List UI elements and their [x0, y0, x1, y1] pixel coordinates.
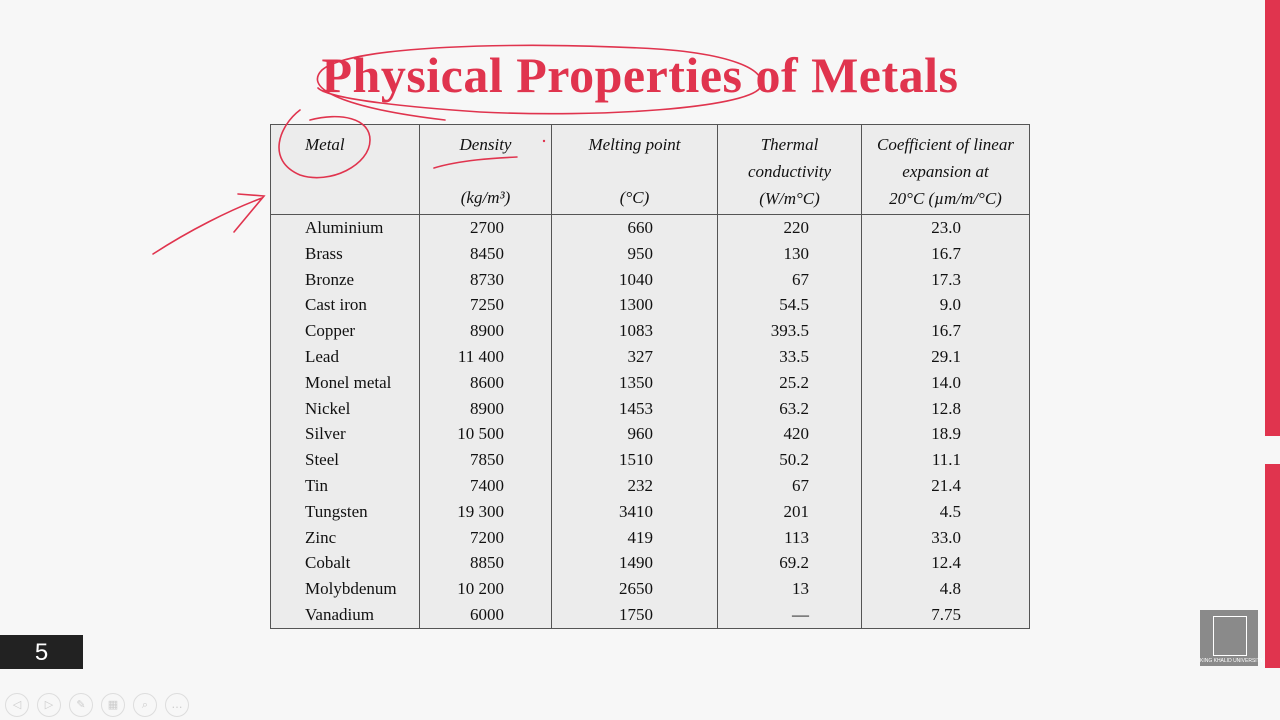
- table-row: [271, 525, 1030, 551]
- header-cell: [305, 131, 415, 211]
- metal-name: Tungsten: [305, 501, 368, 521]
- accent-bar-bottom: [1265, 464, 1280, 668]
- melting-point-cell: 3410: [552, 499, 718, 525]
- metals-table: [270, 124, 1030, 629]
- thermal-conductivity-cell: 201: [718, 499, 862, 525]
- slides-button[interactable]: [101, 693, 125, 717]
- next-button[interactable]: [37, 693, 61, 717]
- arrow-annotation: [153, 194, 264, 254]
- metal-name: Silver: [305, 424, 346, 444]
- metal-name: Lead: [305, 346, 339, 366]
- header-unit: (kg/m³): [460, 188, 511, 207]
- table-row: [271, 447, 1030, 473]
- table-row: [271, 215, 1030, 241]
- expansion-cell: 18.9: [862, 421, 1030, 447]
- metal-name: Steel: [305, 450, 339, 470]
- metal-name: Zinc: [305, 527, 337, 547]
- expansion-cell: 33.0: [862, 525, 1030, 551]
- melting-point-cell: 660: [552, 215, 718, 241]
- zoom-button[interactable]: [133, 693, 157, 717]
- melting-point-cell: 1083: [552, 318, 718, 344]
- metal-name: Molybdenum: [305, 579, 397, 599]
- thermal-conductivity-cell: 67: [718, 473, 862, 499]
- table-row: [271, 499, 1030, 525]
- melting-point-cell: 1300: [552, 292, 718, 318]
- metal-name: Cobalt: [305, 553, 351, 573]
- density-cell: 8600: [420, 370, 552, 396]
- header-label: Density: [459, 135, 512, 154]
- thermal-conductivity-cell: 25.2: [718, 370, 862, 396]
- density-cell: 8850: [420, 550, 552, 576]
- density-cell: 7850: [420, 447, 552, 473]
- logo-caption: KING KHALID UNIVERSITY: [1200, 658, 1264, 664]
- header-cell: [868, 131, 1023, 212]
- melting-point-cell: 1040: [552, 267, 718, 293]
- previous-button[interactable]: [5, 693, 29, 717]
- table-row: [271, 267, 1030, 293]
- zoom-icon: ⌕: [141, 698, 149, 711]
- header-label: Melting point: [588, 135, 681, 154]
- thermal-conductivity-cell: 220: [718, 215, 862, 241]
- table-row: [271, 576, 1030, 602]
- thermal-conductivity-cell: —: [718, 602, 862, 628]
- thermal-conductivity-cell: 33.5: [718, 344, 862, 370]
- density-cell: 8730: [420, 267, 552, 293]
- expansion-cell: 29.1: [862, 344, 1030, 370]
- expansion-cell: 17.3: [862, 267, 1030, 293]
- expansion-cell: 12.8: [862, 396, 1030, 422]
- melting-point-cell: 960: [552, 421, 718, 447]
- metal-name: Copper: [305, 321, 356, 341]
- header-label: Thermal conductivity: [747, 135, 832, 181]
- table-row: [271, 396, 1030, 422]
- slide-title: Physical Properties of Metals: [321, 47, 959, 103]
- metal-name: Vanadium: [305, 604, 374, 624]
- thermal-conductivity-cell: 13: [718, 576, 862, 602]
- metal-name: Tin: [305, 475, 329, 495]
- expansion-cell: 4.8: [862, 576, 1030, 602]
- expansion-cell: 16.7: [862, 241, 1030, 267]
- table-row: [271, 550, 1030, 576]
- expansion-cell: 7.75: [862, 602, 1030, 628]
- density-cell: 8900: [420, 318, 552, 344]
- table-row: [271, 421, 1030, 447]
- metal-name: Brass: [305, 243, 343, 263]
- density-cell: 7400: [420, 473, 552, 499]
- table-row: [271, 344, 1030, 370]
- table-row: [271, 318, 1030, 344]
- metal-name: Bronze: [305, 269, 355, 289]
- metal-name: Monel metal: [305, 372, 392, 392]
- header-melting-point: [552, 125, 718, 215]
- header-label: Metal: [305, 135, 345, 154]
- logo-emblem: [1213, 616, 1247, 656]
- metal-name: Aluminium: [305, 218, 384, 237]
- table-row: [271, 241, 1030, 267]
- more-icon: …: [171, 698, 183, 711]
- pen-icon: ✎: [76, 698, 86, 711]
- header-thermal-conductivity: [718, 125, 862, 215]
- expansion-cell: 12.4: [862, 550, 1030, 576]
- thermal-conductivity-cell: 130: [718, 241, 862, 267]
- header-unit: (W/m°C): [759, 189, 820, 208]
- more-button[interactable]: [165, 693, 189, 717]
- header-density: [420, 125, 552, 215]
- table-row: [271, 292, 1030, 318]
- university-logo: [1200, 610, 1264, 666]
- melting-point-cell: 232: [552, 473, 718, 499]
- density-cell: 11 400: [420, 344, 552, 370]
- thermal-conductivity-cell: 393.5: [718, 318, 862, 344]
- density-cell: 10 500: [420, 421, 552, 447]
- density-cell: 8900: [420, 396, 552, 422]
- header-unit: (°C): [619, 188, 650, 207]
- density-cell: 7250: [420, 292, 552, 318]
- header-cell: [424, 131, 547, 211]
- expansion-cell: 4.5: [862, 499, 1030, 525]
- presentation-controls: [5, 693, 189, 717]
- next-icon: ▷: [44, 698, 54, 711]
- melting-point-cell: 327: [552, 344, 718, 370]
- previous-icon: ◁: [12, 698, 22, 711]
- melting-point-cell: 1453: [552, 396, 718, 422]
- pen-button[interactable]: [69, 693, 93, 717]
- header-unit: 20°C (µm/m/°C): [889, 189, 1002, 208]
- melting-point-cell: 1510: [552, 447, 718, 473]
- thermal-conductivity-cell: 69.2: [718, 550, 862, 576]
- metal-name: Nickel: [305, 398, 351, 418]
- expansion-cell: 11.1: [862, 447, 1030, 473]
- header-label: Coefficient of linear expansion at: [877, 135, 1014, 181]
- header-metal: [271, 125, 420, 215]
- density-cell: 19 300: [420, 499, 552, 525]
- table-header-row: [271, 125, 1030, 215]
- thermal-conductivity-cell: 63.2: [718, 396, 862, 422]
- header-linear-expansion: [862, 125, 1030, 215]
- table-row: [271, 370, 1030, 396]
- density-cell: 6000: [420, 602, 552, 628]
- expansion-cell: 21.4: [862, 473, 1030, 499]
- table-row: [271, 602, 1030, 628]
- melting-point-cell: 2650: [552, 576, 718, 602]
- metal-name: Cast iron: [305, 295, 367, 315]
- table-row: [271, 473, 1030, 499]
- expansion-cell: 14.0: [862, 370, 1030, 396]
- thermal-conductivity-cell: 420: [718, 421, 862, 447]
- density-cell: 8450: [420, 241, 552, 267]
- expansion-cell: 23.0: [862, 215, 1030, 241]
- slides-icon: ▦: [107, 698, 119, 711]
- thermal-conductivity-cell: 67: [718, 267, 862, 293]
- header-cell: [722, 131, 857, 212]
- expansion-cell: 16.7: [862, 318, 1030, 344]
- header-cell: [556, 131, 713, 211]
- slide-number: 5: [0, 635, 83, 669]
- density-cell: 7200: [420, 525, 552, 551]
- thermal-conductivity-cell: 113: [718, 525, 862, 551]
- density-cell: 10 200: [420, 576, 552, 602]
- thermal-conductivity-cell: 50.2: [718, 447, 862, 473]
- thermal-conductivity-cell: 54.5: [718, 292, 862, 318]
- expansion-cell: 9.0: [862, 292, 1030, 318]
- melting-point-cell: 419: [552, 525, 718, 551]
- melting-point-cell: 950: [552, 241, 718, 267]
- melting-point-cell: 1490: [552, 550, 718, 576]
- density-cell: 2700: [420, 215, 552, 241]
- melting-point-cell: 1750: [552, 602, 718, 628]
- melting-point-cell: 1350: [552, 370, 718, 396]
